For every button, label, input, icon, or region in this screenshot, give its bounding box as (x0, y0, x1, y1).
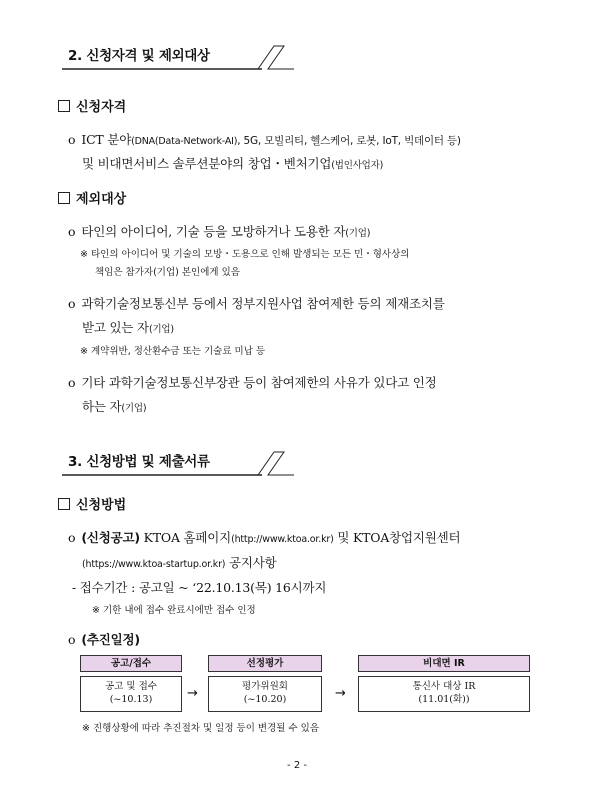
exclusion-note-1b: 책임은 참가자(기업) 본인에게 있음 (95, 267, 240, 278)
checkbox-square-icon (58, 498, 70, 510)
qualification-line-2: 및 비대면서비스 솔루션분야의 창업・벤처기업(법인사업자) (82, 156, 384, 171)
arrow-right-icon: → (187, 686, 198, 701)
section-3-title: 3. 신청방법 및 제출서류 (68, 454, 210, 470)
schedule-step-2-box: 평가위원회 (~10.20) (208, 676, 322, 712)
checkbox-square-icon (58, 100, 70, 112)
schedule-label-line: o (추진일정) (68, 632, 140, 647)
exclusion-note-1a: ※ 타인의 아이디어 및 기술의 모방・도용으로 인해 발생되는 모든 민・형사상의 (80, 249, 410, 260)
exclusion-item-2-cont: 받고 있는 자(기업) (82, 320, 174, 335)
schedule-note: ※ 진행상황에 따라 추진절차 및 일정 등이 변경될 수 있음 (82, 723, 320, 734)
section-3-header (62, 448, 542, 476)
exclusion-heading: 제외대상 (58, 188, 126, 207)
qualification-heading: 신청자격 (58, 96, 126, 115)
application-period-note: ※ 기한 내에 접수 완료시에만 접수 인정 (92, 605, 256, 616)
application-period: - 접수기간 : 공고일 ~ ‘22.10.13(목) 16시까지 (72, 580, 327, 595)
schedule-step-2-header: 선정평가 (208, 655, 322, 672)
schedule-step-3-header: 비대면 IR (358, 655, 530, 672)
page-number: - 2 - (287, 760, 307, 771)
schedule-step-3-box: 통신사 대상 IR (11.01(화)) (358, 676, 530, 712)
section-2-title: 2. 신청자격 및 제외대상 (68, 48, 210, 64)
exclusion-note-2: ※ 계약위반, 정산환수금 또는 기술료 미납 등 (80, 346, 266, 357)
exclusion-item-1: o 타인의 아이디어, 기술 등을 모방하거나 도용한 자(기업) (68, 224, 371, 239)
checkbox-square-icon (58, 192, 70, 204)
section-2-header (62, 42, 542, 70)
notice-line-1: o (신청공고) KTOA 홈페이지(http://www.ktoa.or.kr) 및 KTOA창업지원센터 (68, 530, 461, 545)
exclusion-item-3-cont: 하는 자(기업) (82, 399, 147, 414)
notice-line-2: (https://www.ktoa-startup.or.kr) 공지사항 (82, 555, 277, 570)
qualification-line-1: o ICT 분야(DNA(Data-Network-AI), 5G, 모빌리티, 헬스케어, 로봇, IoT, 빅데이터 등) (68, 132, 461, 147)
exclusion-item-3: o 기타 과학기술정보통신부장관 등이 참여제한의 사유가 있다고 인정 (68, 375, 437, 390)
bullet: o (68, 132, 76, 147)
schedule-step-1-box: 공고 및 접수 (~10.13) (80, 676, 182, 712)
schedule-step-1-header: 공고/접수 (80, 655, 182, 672)
arrow-right-icon: → (335, 686, 346, 701)
method-heading: 신청방법 (58, 494, 126, 513)
exclusion-item-2: o 과학기술정보통신부 등에서 정부지원사업 참여제한 등의 제재조치를 (68, 296, 445, 311)
